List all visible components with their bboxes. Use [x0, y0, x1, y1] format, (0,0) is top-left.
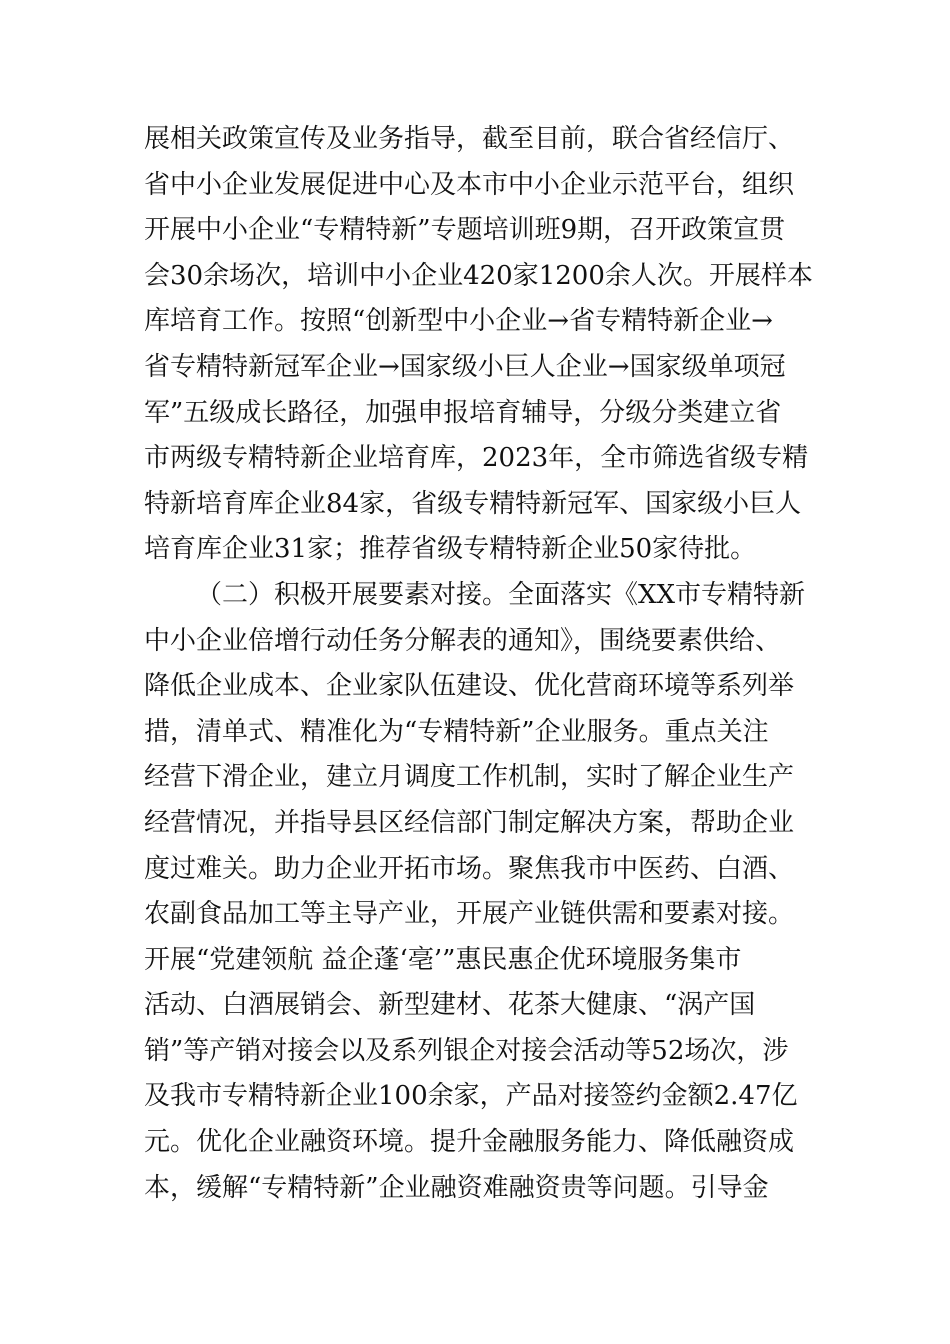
text-line: 中小企业倍增行动任务分解表的通知》，围绕要素供给、: [144, 625, 782, 656]
text-line: 省专精特新冠军企业→国家级小巨人企业→国家级单项冠: [144, 351, 786, 382]
text-line: 省中小企业发展促进中心及本市中小企业示范平台，组织: [144, 169, 795, 200]
text-line: 元。优化企业融资环境。提升金融服务能力、降低融资成: [144, 1127, 795, 1158]
text-line: 会30余场次，培训中小企业420家1200余人次。开展样本: [144, 260, 813, 291]
text-line: 降低企业成本、企业家队伍建设、优化营商环境等系列举: [144, 671, 795, 702]
text-line: 开展中小企业“专精特新”专题培训班9期，召开政策宣贯: [144, 215, 786, 246]
text-line: 开展“党建领航 益企蓬‘亳’”惠民惠企优环境服务集市: [144, 944, 742, 975]
text-line: 军”五级成长路径，加强申报培育辅导，分级分类建立省: [144, 397, 782, 428]
text-line: 经营情况，并指导县区经信部门制定解决方案，帮助企业: [144, 807, 795, 838]
body-text: [144, 117, 814, 1211]
section-heading-line: （二）积极开展要素对接。全面落实《XX市专精特新: [196, 579, 806, 610]
text-line: 销”等产销对接会以及系列银企对接会活动等52场次，涉: [144, 1035, 789, 1066]
text-line: 措，清单式、精准化为“专精特新”企业服务。重点关注: [144, 716, 769, 747]
text-line: 特新培育库企业84家，省级专精特新冠军、国家级小巨人: [144, 488, 802, 519]
text-line: 培育库企业31家；推荐省级专精特新企业50家待批。: [144, 534, 757, 565]
text-line: 展相关政策宣传及业务指导，截至目前，联合省经信厅、: [144, 124, 795, 154]
text-line: 农副食品加工等主导产业，开展产业链供需和要素对接。: [144, 899, 795, 930]
text-line: 度过难关。助力企业开拓市场。聚焦我市中医药、白酒、: [144, 853, 795, 884]
text-line: 市两级专精特新企业培育库，2023年，全市筛选省级专精: [144, 443, 809, 474]
text-line: 库培育工作。按照“创新型中小企业→省专精特新企业→: [144, 306, 773, 337]
text-line: 本，缓解“专精特新”企业融资难融资贵等问题。引导金: [144, 1172, 769, 1203]
text-line: 活动、白酒展销会、新型建材、花茶大健康、“涡产国: [144, 990, 756, 1021]
text-line: 经营下滑企业，建立月调度工作机制，实时了解企业生产: [144, 762, 795, 793]
text-line: 及我市专精特新企业100余家，产品对接签约金额2.47亿: [144, 1081, 798, 1112]
